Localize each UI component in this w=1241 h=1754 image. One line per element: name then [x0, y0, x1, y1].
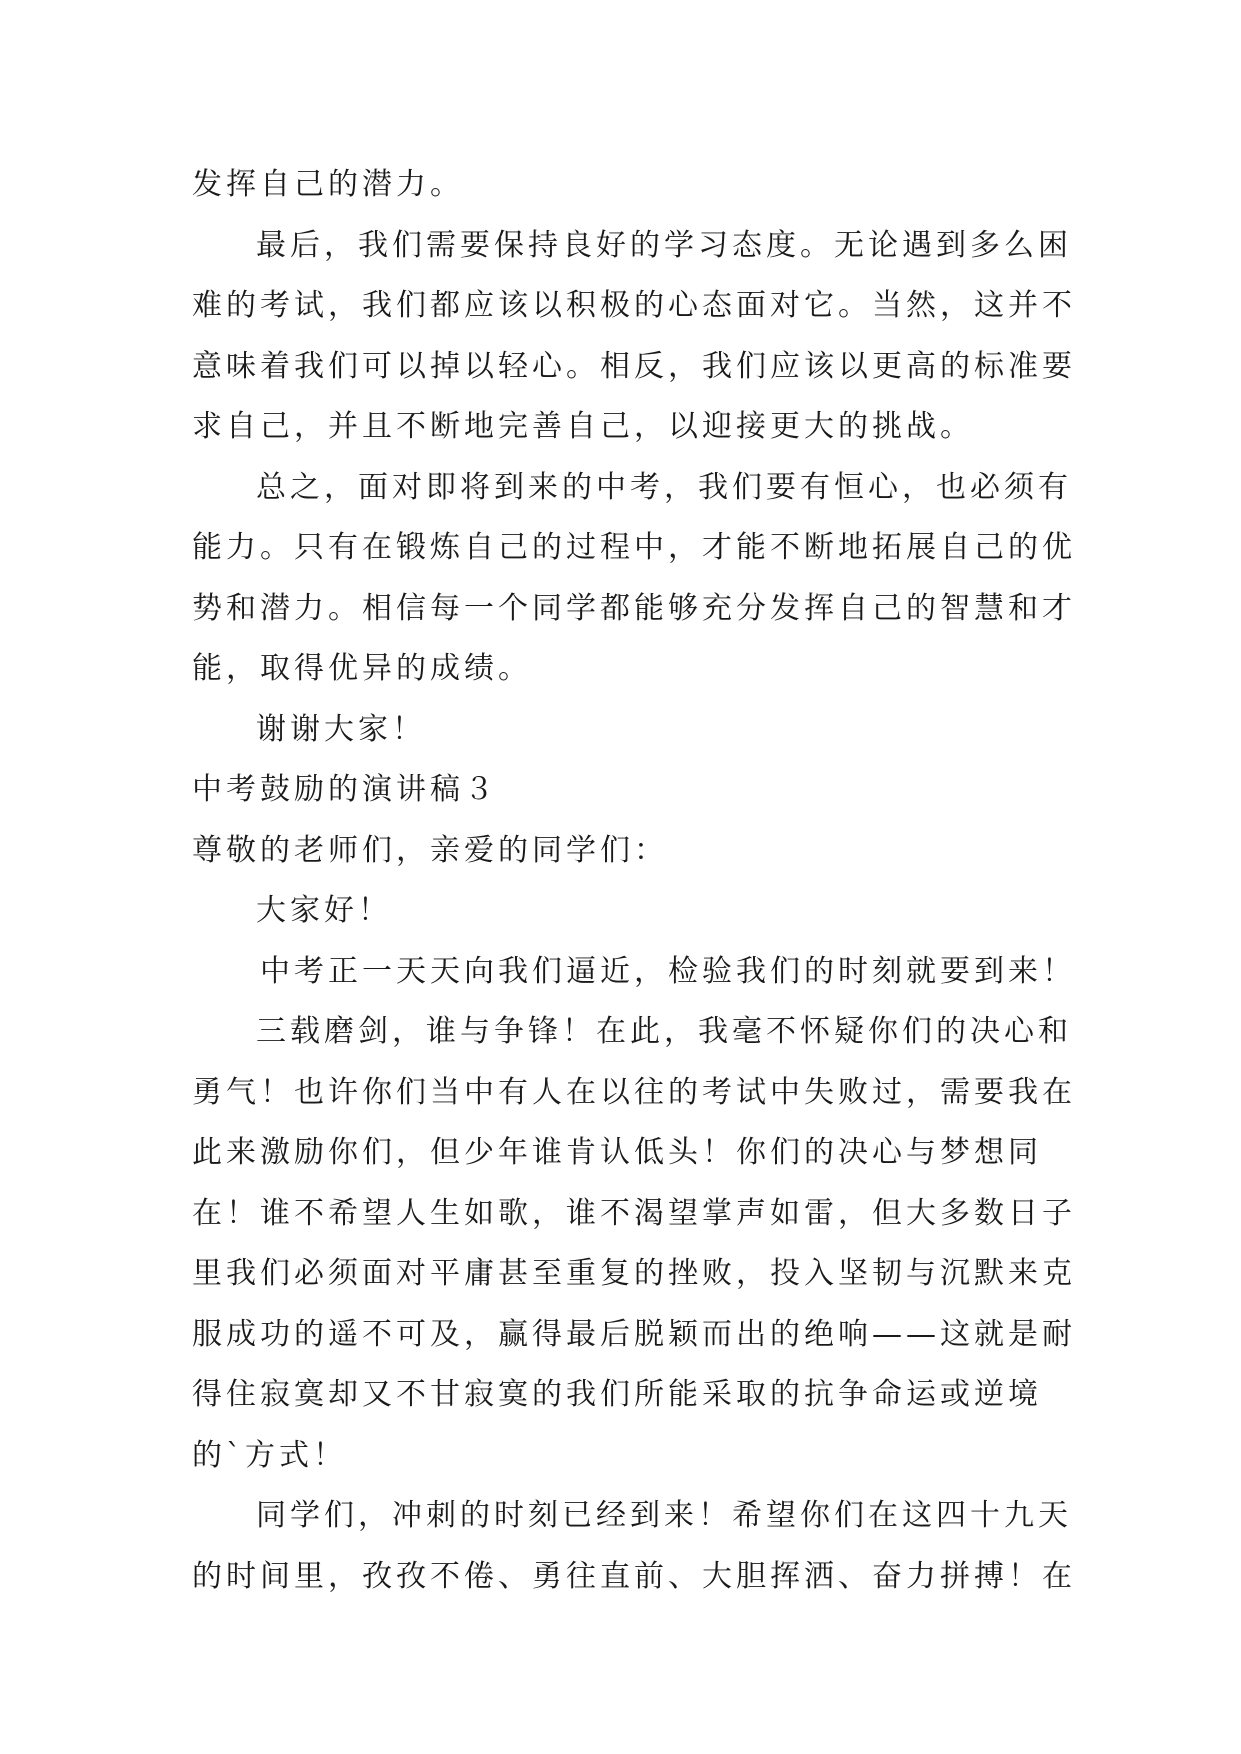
paragraph-line: 最后，我们需要保持良好的学习态度。无论遇到多么困	[256, 227, 1072, 263]
paragraph-line: 难的考试，我们都应该以积极的心态面对它。当然，这并不	[192, 288, 1076, 323]
paragraph-line: 发挥自己的潜力。	[192, 167, 464, 202]
paragraph-line: 求自己，并且不断地完善自己，以迎接更大的挑战。	[192, 409, 974, 444]
paragraph-line: 的时间里，孜孜不倦、勇往直前、大胆挥洒、奋力拼搏！在	[192, 1558, 1076, 1594]
paragraph-line: 总之，面对即将到来的中考，我们要有恒心，也必须有	[256, 469, 1072, 505]
document-body	[192, 155, 1076, 1607]
closing-line: 谢谢大家！	[256, 711, 426, 747]
paragraph-line: 里我们必须面对平庸甚至重复的挫败，投入坚韧与沉默来克	[192, 1256, 1076, 1291]
paragraph-line: 同学们，冲刺的时刻已经到来！希望你们在这四十九天	[256, 1498, 1072, 1533]
paragraph-line: 服成功的遥不可及，赢得最后脱颖而出的绝响——这就是耐	[192, 1316, 1076, 1352]
paragraph-line: 的`方式！	[192, 1437, 347, 1473]
section-title: 中考鼓励的演讲稿３	[192, 772, 498, 807]
paragraph-line: 勇气！也许你们当中有人在以往的考试中失败过，需要我在	[192, 1074, 1076, 1110]
salutation: 尊敬的老师们，亲爱的同学们：	[192, 832, 668, 868]
paragraph-line: 中考正一天天向我们逼近，检验我们的时刻就要到来！	[260, 953, 1076, 989]
paragraph-line: 能力。只有在锻炼自己的过程中，才能不断地拓展自己的优	[192, 530, 1076, 565]
paragraph-line: 在！谁不希望人生如歌，谁不渴望掌声如雷，但大多数日子	[192, 1195, 1076, 1231]
greeting: 大家好！	[256, 893, 392, 928]
paragraph-line: 得住寂寞却又不甘寂寞的我们所能采取的抗争命运或逆境	[192, 1377, 1042, 1412]
paragraph-line: 三载磨剑，谁与争锋！在此，我毫不怀疑你们的决心和	[256, 1014, 1072, 1049]
paragraph-line: 势和潜力。相信每一个同学都能够充分发挥自己的智慧和才	[192, 590, 1076, 626]
paragraph-line: 此来激励你们，但少年谁肯认低头！你们的决心与梦想同	[192, 1135, 1042, 1170]
paragraph-line: 能，取得优异的成绩。	[192, 651, 532, 686]
paragraph-line: 意味着我们可以掉以轻心。相反，我们应该以更高的标准要	[192, 348, 1076, 384]
